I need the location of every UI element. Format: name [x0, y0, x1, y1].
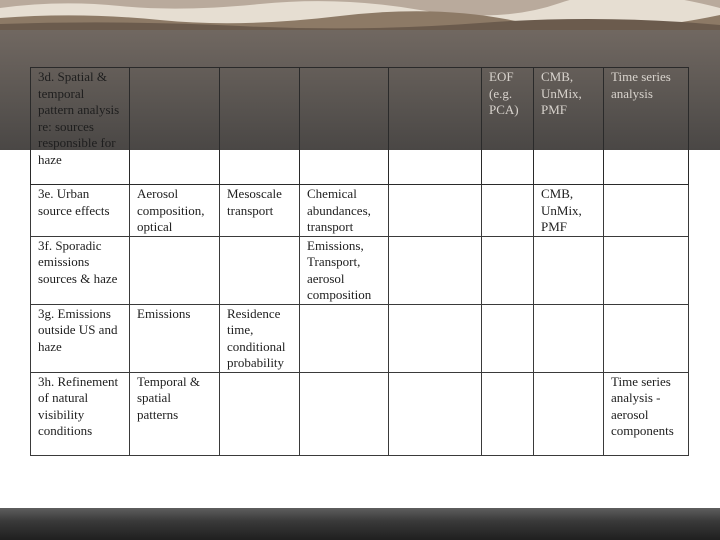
table-cell — [130, 236, 220, 304]
table-cell: 3f. Sporadic emissions sources & haze — [31, 236, 130, 304]
table-row — [31, 236, 689, 304]
table-cell: Time series analysis — [604, 68, 689, 185]
footer-band — [0, 508, 720, 540]
table-cell: Temporal & spatial patterns — [130, 372, 220, 455]
table-cell: CMB, UnMix, PMF — [534, 68, 604, 185]
landscape-image — [0, 0, 720, 30]
table-row — [31, 304, 689, 372]
table-cell — [534, 236, 604, 304]
table-cell: Mesoscale transport — [220, 185, 300, 237]
table-cell — [220, 236, 300, 304]
table-cell — [482, 372, 534, 455]
table-cell — [220, 68, 300, 185]
table-cell — [534, 304, 604, 372]
data-table — [30, 67, 689, 456]
table-cell: 3e. Urban source effects — [31, 185, 130, 237]
table-cell: Emissions — [130, 304, 220, 372]
table-cell — [604, 304, 689, 372]
table-cell — [389, 236, 482, 304]
table-cell: Emissions, Transport, aerosol composition — [300, 236, 389, 304]
table-cell — [482, 304, 534, 372]
table-cell: CMB, UnMix, PMF — [534, 185, 604, 237]
table-cell: EOF (e.g. PCA) — [482, 68, 534, 185]
table-cell — [389, 185, 482, 237]
table-row — [31, 185, 689, 237]
table-cell — [482, 185, 534, 237]
table-cell — [482, 236, 534, 304]
table-cell: 3g. Emissions outside US and haze — [31, 304, 130, 372]
table-cell — [604, 236, 689, 304]
table-cell — [220, 372, 300, 455]
table-cell: Time series analysis - aerosol components — [604, 372, 689, 455]
table-cell: Aerosol composition, optical — [130, 185, 220, 237]
table-cell — [130, 68, 220, 185]
table-cell — [604, 185, 689, 237]
table-cell: Residence time, conditional probability — [220, 304, 300, 372]
table-cell — [389, 68, 482, 185]
table-cell — [534, 372, 604, 455]
table-cell — [300, 372, 389, 455]
table-row — [31, 68, 689, 185]
table-row — [31, 372, 689, 455]
table-cell — [389, 304, 482, 372]
table-cell — [389, 372, 482, 455]
table-cell — [300, 68, 389, 185]
table-cell: Chemical abundances, transport — [300, 185, 389, 237]
table-cell: 3h. Refinement of natural visibility conditions — [31, 372, 130, 455]
table-cell — [300, 304, 389, 372]
table-cell: 3d. Spatial & temporal pattern analysis re: sources responsible for haze — [31, 68, 130, 185]
